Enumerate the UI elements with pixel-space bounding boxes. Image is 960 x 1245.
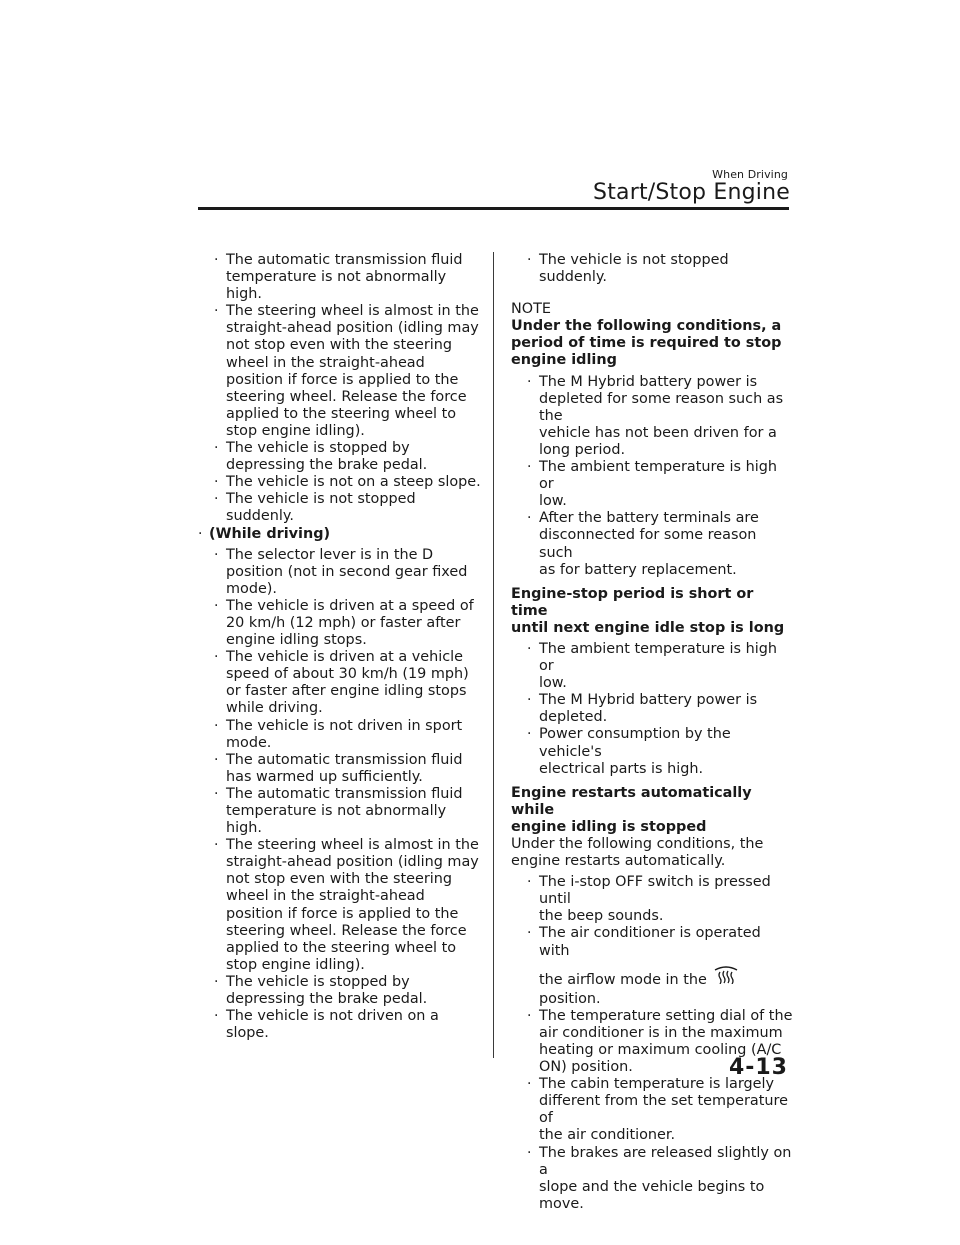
list-item-line: long period. — [539, 441, 626, 458]
list-item-line: high. — [226, 820, 262, 837]
list-item-line: engine idling stops. — [226, 632, 367, 649]
list-item-line: The vehicle is not driven on a — [226, 1008, 439, 1025]
list-item-line: heating or maximum cooling (A/C — [539, 1041, 782, 1058]
note-list — [511, 374, 793, 579]
while-driving-item — [198, 526, 484, 543]
restart-list-after — [511, 1008, 793, 1213]
list-item-line: The temperature setting dial of the — [539, 1007, 793, 1024]
list-item-line: ON) position. — [539, 1059, 633, 1076]
aircon-item — [511, 925, 793, 1007]
list-item — [198, 649, 484, 717]
bullet-dot: · — [527, 373, 532, 390]
text-line: Under the following conditions, the — [511, 836, 764, 852]
list-item-line: temperature is not abnormally — [226, 269, 447, 286]
list-item-line: stop engine idling). — [226, 422, 365, 439]
list-item-line: vehicle has not been driven for a — [539, 424, 777, 441]
list-item-line: 20 km/h (12 mph) or faster after — [226, 614, 461, 631]
list-item-line: applied to the steering wheel to — [226, 405, 457, 422]
list-item-line: the beep sounds. — [539, 908, 664, 925]
bullet-dot: · — [527, 459, 532, 476]
column-divider — [493, 252, 494, 1058]
list-item-line: The M Hybrid battery power is — [539, 692, 758, 709]
list-item-line: depleted for some reason such as the — [539, 390, 784, 424]
bullet-dot: · — [214, 491, 219, 508]
bullet-dot: · — [214, 1008, 219, 1025]
list-item — [198, 547, 484, 598]
bullet-dot: · — [214, 785, 219, 802]
list-item-line: speed of about 30 km/h (19 mph) — [226, 666, 469, 683]
list-item-line: Power consumption by the vehicle's — [539, 726, 731, 760]
list-item-line: The automatic transmission fluid — [226, 785, 463, 802]
bullet-dot: · — [527, 1076, 532, 1093]
list-item — [511, 726, 793, 777]
list-item-line: position if force is applied to the — [226, 905, 459, 922]
bullet-dot: · — [214, 973, 219, 990]
aircon-line-2 — [539, 964, 793, 991]
header-rule — [198, 207, 789, 210]
list-item-line: The ambient temperature is high or — [539, 459, 777, 493]
list-item — [511, 459, 793, 510]
bullet-dot: · — [198, 525, 203, 542]
list-item-line: temperature is not abnormally — [226, 803, 447, 819]
list-item-line: The selector lever is in the D — [226, 546, 434, 563]
list-item-line: steering wheel. Release the force — [226, 388, 467, 405]
list-item — [198, 491, 484, 525]
list-item — [511, 641, 793, 692]
list-item-line: low. — [539, 675, 567, 692]
list-item-line: The ambient temperature is high or — [539, 640, 777, 675]
list-item — [511, 510, 793, 578]
list-item-line: position if force is applied to the — [226, 371, 459, 388]
bullet-dot: · — [214, 303, 219, 320]
note-label: NOTE — [511, 301, 551, 318]
list-item-line: steering wheel. Release the force — [226, 922, 467, 939]
bullet-dot: · — [527, 692, 532, 709]
list-item-line: stop engine idling). — [226, 956, 365, 973]
list-item-line: wheel in the straight-ahead — [226, 888, 425, 905]
text-line: engine restarts automatically. — [511, 853, 726, 870]
text-line: Engine-stop period is short or time — [511, 585, 754, 619]
list-item-line: suddenly. — [226, 508, 294, 525]
bullet-dot: · — [214, 440, 219, 457]
page-number: 4-13 — [728, 1055, 788, 1080]
list-item-line: The M Hybrid battery power is — [539, 373, 758, 390]
list-item — [198, 1008, 484, 1042]
left-driving-list — [198, 547, 484, 1043]
aircon-line-3: position. — [539, 990, 601, 1007]
list-item-line: applied to the steering wheel to — [226, 939, 457, 956]
bullet-dot: · — [527, 726, 532, 743]
list-item-line: The vehicle is not driven in sport — [226, 717, 463, 734]
bullet-dot: · — [527, 252, 532, 268]
while-driving-heading: (While driving) — [209, 525, 331, 542]
restart-heading — [511, 785, 793, 836]
bullet-dot: · — [214, 252, 219, 268]
list-item-line: The steering wheel is almost in the — [226, 303, 479, 320]
list-item — [511, 374, 793, 459]
windshield-defroster-icon — [713, 964, 739, 984]
right-continued-list — [511, 252, 793, 286]
bullet-dot: · — [527, 874, 532, 891]
list-item-line: depleted. — [539, 709, 608, 726]
list-item-line: The vehicle is not on a steep slope. — [226, 474, 481, 491]
period-heading — [511, 586, 793, 637]
list-item-line: has warmed up sufficiently. — [226, 768, 423, 785]
list-item — [511, 1076, 793, 1144]
list-item-line: straight-ahead position (idling may — [226, 854, 479, 871]
list-item — [198, 252, 484, 303]
list-item-line: The vehicle is stopped by — [226, 973, 410, 990]
text-line: engine idling — [511, 352, 617, 369]
list-item — [511, 874, 793, 925]
list-item-line: high. — [226, 286, 262, 303]
bullet-dot: · — [214, 837, 219, 854]
aircon-line-2-text: the airflow mode in the — [539, 971, 707, 988]
list-item — [511, 692, 793, 726]
list-item-line: wheel in the straight-ahead — [226, 354, 425, 371]
list-item — [198, 474, 484, 491]
list-item-line: suddenly. — [539, 269, 607, 286]
text-line: engine idling is stopped — [511, 818, 707, 835]
bullet-dot: · — [527, 510, 532, 527]
list-item — [198, 837, 484, 974]
bullet-dot: · — [214, 597, 219, 614]
bullet-dot: · — [214, 649, 219, 666]
bullet-dot: · — [527, 1007, 532, 1024]
list-item-line: The brakes are released slightly on a — [539, 1144, 792, 1178]
list-item-line: The cabin temperature is largely — [539, 1076, 774, 1093]
list-item-line: move. — [539, 1195, 584, 1212]
list-item-line: The vehicle is not stopped — [539, 252, 729, 268]
left-column — [198, 252, 484, 1042]
text-line: period of time is required to stop — [511, 335, 782, 352]
list-item-line: not stop even with the steering — [226, 337, 453, 354]
list-item-line: the air conditioner. — [539, 1127, 676, 1144]
list-item-line: mode. — [226, 734, 272, 751]
list-item-line: The automatic transmission fluid — [226, 751, 463, 768]
note-heading — [511, 318, 793, 369]
list-item-line: The vehicle is driven at a speed of — [226, 597, 474, 614]
list-item — [511, 252, 793, 286]
list-item-line: The i-stop OFF switch is pressed until — [539, 874, 771, 908]
text-line: Engine restarts automatically while — [511, 784, 752, 818]
bullet-dot: · — [527, 640, 532, 657]
list-item-line: straight-ahead position (idling may — [226, 320, 479, 337]
list-item-line: electrical parts is high. — [539, 760, 704, 777]
header-section-title: When Driving — [712, 168, 788, 181]
list-item — [198, 974, 484, 1008]
list-item-line: The vehicle is not stopped — [226, 491, 416, 508]
bullet-dot: · — [214, 751, 219, 768]
list-item-line: low. — [539, 493, 567, 510]
list-item-line: After the battery terminals are — [539, 510, 759, 527]
list-item-line: or faster after engine idling stops — [226, 683, 467, 700]
text-line: Under the following conditions, a — [511, 318, 782, 335]
list-item-line: slope and the vehicle begins to — [539, 1178, 765, 1195]
list-item-line: The steering wheel is almost in the — [226, 837, 479, 854]
list-item-line: disconnected for some reason such — [539, 527, 757, 561]
list-item — [198, 303, 484, 440]
list-item-line: while driving. — [226, 700, 323, 717]
list-item-line: different from the set temperature of — [539, 1093, 788, 1127]
restart-list — [511, 874, 793, 925]
list-item-line: depressing the brake pedal. — [226, 457, 428, 474]
bullet-dot: · — [214, 474, 219, 491]
list-item — [198, 752, 484, 786]
left-top-list — [198, 252, 484, 526]
header-chapter-title: Start/Stop Engine — [593, 180, 790, 205]
list-item-line: The vehicle is driven at a vehicle — [226, 649, 464, 666]
bullet-dot: · — [214, 546, 219, 563]
list-item-line: The vehicle is stopped by — [226, 440, 410, 457]
list-item — [198, 718, 484, 752]
list-item-line: depressing the brake pedal. — [226, 991, 428, 1008]
list-item-line: slope. — [226, 1025, 269, 1042]
list-item — [198, 786, 484, 837]
restart-intro — [511, 836, 793, 870]
list-item-line: not stop even with the steering — [226, 871, 453, 888]
bullet-dot: · — [527, 1144, 532, 1161]
list-item — [511, 1145, 793, 1213]
list-item — [198, 440, 484, 474]
text-line: until next engine idle stop is long — [511, 619, 785, 636]
list-item-line: mode). — [226, 580, 277, 597]
period-list — [511, 641, 793, 778]
list-item-line: position (not in second gear fixed — [226, 563, 468, 580]
list-item-line: as for battery replacement. — [539, 561, 737, 578]
list-item-line: The automatic transmission fluid — [226, 252, 463, 268]
bullet-dot: · — [214, 717, 219, 734]
list-item-line: air conditioner is in the maximum — [539, 1024, 783, 1041]
list-item — [198, 598, 484, 649]
aircon-line-1: The air conditioner is operated with — [539, 925, 761, 959]
bullet-dot: · — [527, 925, 532, 942]
